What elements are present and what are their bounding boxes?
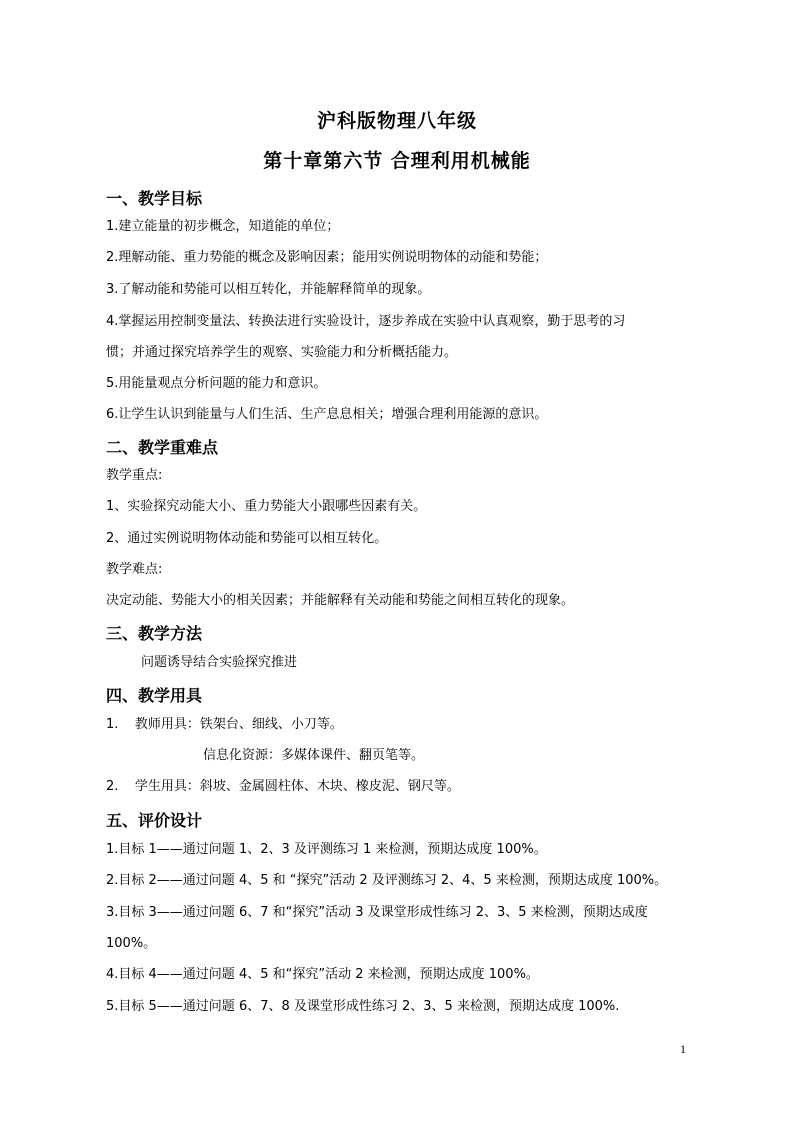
objective-line: 6.让学生认识到能量与人们生活、生产息息相关；增强合理利用能源的意识。 (106, 407, 548, 422)
section-heading-method: 三、教学方法 (106, 624, 203, 643)
evaluation-line: 100%。 (106, 936, 157, 951)
evaluation-line: 1.目标 1——通过问题 1、2、3 及评测练习 1 来检测，预期达成度 100%。 (106, 842, 547, 857)
key-points-label: 教学重点: (106, 468, 163, 483)
evaluation-line: 2.目标 2——通过问题 4、5 和 “探究”活动 2 及评测练习 2、4、5 来检测，预期达成度 100%。 (106, 873, 668, 888)
key-point-line: 1、实验探究动能大小、重力势能大小跟哪些因素有关。 (106, 499, 427, 514)
objective-line: 2.理解动能、重力势能的概念及影响因素；能用实例说明物体的动能和势能； (106, 250, 548, 265)
difficulties-label: 教学难点: (106, 562, 163, 577)
key-point-line: 2、通过实例说明物体动能和势能可以相互转化。 (106, 531, 388, 546)
section-heading-tools: 四、教学用具 (106, 686, 203, 705)
tools-line: 2. 学生用具：斜坡、金属圆柱体、木块、橡皮泥、钢尺等。 (106, 779, 460, 794)
objective-line: 3.了解动能和势能可以相互转化，并能解释简单的现象。 (106, 282, 431, 297)
objective-line: 惯；并通过探究培养学生的观察、实验能力和分析概括能力。 (106, 345, 458, 360)
document-title: 沪科版物理八年级 (316, 110, 477, 132)
section-heading-key-points: 二、教学重难点 (106, 438, 219, 457)
objective-line: 4.掌握运用控制变量法、转换法进行实验设计，逐步养成在实验中认真观察，勤于思考的习 (106, 314, 626, 329)
tools-line: 1. 教师用具：铁架台、细线、小刀等。 (106, 717, 343, 732)
document-subtitle: 第十章第六节 合理利用机械能 (263, 150, 531, 172)
page-number: 1 (680, 1042, 686, 1056)
section-heading-evaluation: 五、评价设计 (106, 811, 203, 830)
evaluation-line: 4.目标 4——通过问题 4、5 和“探究”活动 2 来检测，预期达成度 100%。 (106, 967, 539, 982)
difficulty-line: 决定动能、势能大小的相关因素；并能解释有关动能和势能之间相互转化的现象。 (106, 593, 575, 608)
objective-line: 1.建立能量的初步概念，知道能的单位； (106, 219, 340, 234)
method-line: 问题诱导结合实验探究推进 (141, 655, 298, 670)
objective-line: 5.用能量观点分析问题的能力和意识。 (106, 376, 327, 391)
evaluation-line: 5.目标 5——通过问题 6、7、8 及课堂形成性练习 2、3、5 来检测，预期达成度 100%. (106, 999, 620, 1014)
section-heading-objectives: 一、教学目标 (106, 189, 203, 208)
tools-line: 信息化资源：多媒体课件、翻页笔等。 (203, 748, 425, 763)
evaluation-line: 3.目标 3——通过问题 6、7 和“探究”活动 3 及课堂形成性练习 2、3、5 来检测，预期达成度 (106, 905, 648, 920)
